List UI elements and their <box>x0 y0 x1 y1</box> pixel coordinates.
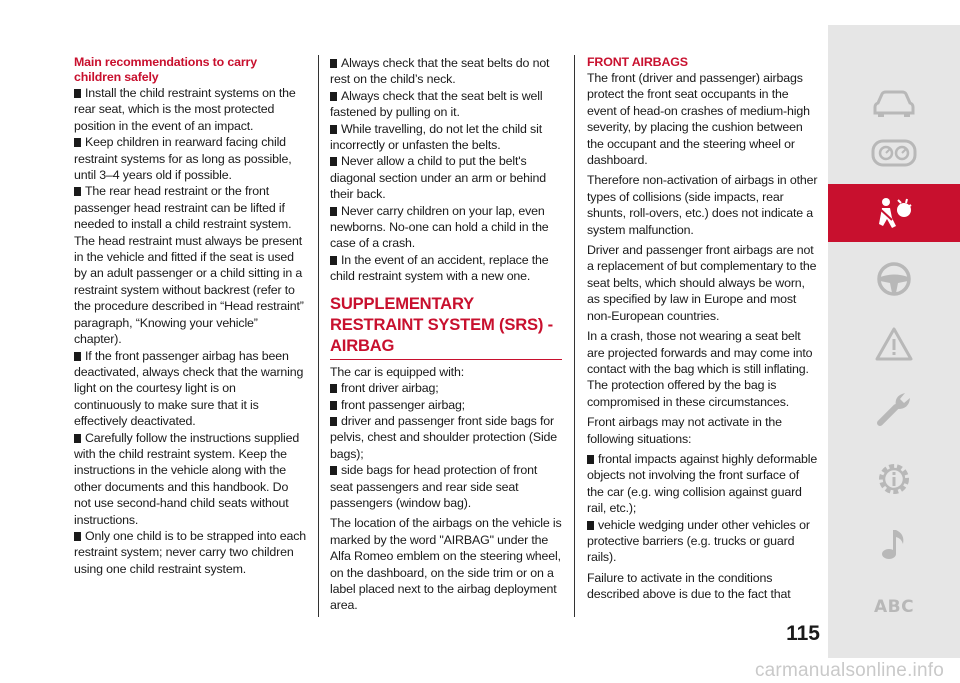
seatbelt-airbag-icon[interactable] <box>828 184 960 242</box>
bullet-square-icon <box>330 157 337 166</box>
bullet-text: Never allow a child to put the belt's diagonal section under an arm or behind their back. <box>330 154 546 202</box>
bullet-text: frontal impacts against highly deformable objects not involving the front surface of the car (e.g. wing collision against guard rail, etc.); <box>587 451 818 516</box>
bullet-text: driver and passenger front side bags for pelvis, chest and shoulder protection (Side bags); <box>330 413 558 461</box>
bullet-square-icon <box>74 532 81 541</box>
bullet-square-icon <box>74 89 81 98</box>
bullet-text: While travelling, do not let the child sit incorrectly or unfasten the belts. <box>330 121 543 153</box>
bullet-square-icon <box>330 59 337 68</box>
column-1 <box>74 55 306 577</box>
music-note-icon[interactable] <box>828 515 960 573</box>
bullet-text: front passenger airbag; <box>341 397 465 412</box>
bullet-text: front driver airbag; <box>341 381 439 396</box>
bullet-item <box>74 183 306 347</box>
bullet-square-icon <box>74 434 81 443</box>
bullet-text: The rear head restraint or the front passenger head restraint can be lifted if needed to install a child restraint system. The head restraint must always be present in the vehicle and fitted if the seat is used by an adult passenger or a child sitting in a restraint system without backrest (refer to the procedure described in “Head restraint” paragraph, “Knowing your vehicle” chapter). <box>74 184 304 347</box>
bullet-square-icon <box>330 401 337 410</box>
watermark: carmanualsonline.info <box>754 660 944 681</box>
dashboard-gauges-icon[interactable] <box>828 124 960 182</box>
bullet-square-icon <box>330 256 337 265</box>
column-2 <box>330 55 562 614</box>
column-divider <box>318 55 319 617</box>
bullet-item <box>330 88 562 121</box>
paragraph: The front (driver and passenger) airbags protect the front seat occupants in the event of head-on crashes of medium-high severity, by placing the cushion between the occupant and the steering wheel or dashboard. <box>587 71 810 168</box>
bullet-item <box>330 121 562 154</box>
bullet-item <box>74 430 306 528</box>
bullet-square-icon <box>330 417 337 426</box>
paragraph: Driver and passenger front airbags are not a replacement of but complementary to the seat belts, which should always be worn, as specified by law in Europe and most non-European countries. <box>587 243 817 323</box>
steering-wheel-icon[interactable] <box>828 250 960 308</box>
bullet-square-icon <box>74 138 81 147</box>
bullet-square-icon <box>330 207 337 216</box>
bullet-text: If the front passenger airbag has been deactivated, always check that the warning light on the courtesy light is on continuously to make sure that it is effectively deactivated. <box>74 348 304 429</box>
bullet-text: In the event of an accident, replace the child restraint system with a new one. <box>330 252 549 284</box>
chapter-sidebar <box>828 25 960 658</box>
bullet-text: Always check that the seat belt is well fastened by pulling on it. <box>330 88 543 120</box>
column-3 <box>587 55 819 603</box>
gear-info-icon[interactable] <box>828 450 960 508</box>
bullet-text: vehicle wedging under other vehicles or protective barriers (e.g. trucks or guard rails). <box>587 517 810 565</box>
bullet-text: Keep children in rearward facing child restraint systems for as long as possible, until 3–4 years old if possible. <box>74 135 292 183</box>
bullet-item <box>330 413 562 462</box>
bullet-text: side bags for head protection of front seat passengers and rear side seat passengers (window bag). <box>330 463 538 510</box>
bullet-square-icon <box>330 466 337 475</box>
bullet-square-icon <box>587 521 594 530</box>
abc-label: ABC <box>873 597 915 617</box>
bullet-square-icon <box>74 352 81 361</box>
bullet-item <box>587 451 819 517</box>
bullet-item <box>330 380 562 396</box>
column-divider <box>574 55 575 617</box>
bullet-item <box>587 517 819 566</box>
bullet-square-icon <box>330 384 337 393</box>
subhead-recommendations: Main recommendations to carry children safely <box>74 55 257 84</box>
paragraph: In a crash, those not wearing a seat belt are projected forwards and may come into contact with the bag which is still inflating. The protection offered by the bag is compromised in these circumstances. <box>587 329 813 409</box>
bullet-item <box>330 397 562 413</box>
bullet-text: Only one child is to be strapped into each restraint system; never carry two children using one child restraint system. <box>74 528 307 576</box>
bullet-text: Carefully follow the instructions supplied with the child restraint system. Keep the instructions in the vehicle along with the other documents and this handbook. Do not use second-hand child seats without instructions. <box>74 430 300 527</box>
bullet-item <box>74 348 306 430</box>
bullet-text: Never carry children on your lap, even newborns. No-one can hold a child in the case of a crash. <box>330 203 549 251</box>
wrench-icon[interactable] <box>828 380 960 438</box>
bullet-item <box>330 55 562 88</box>
warning-triangle-icon[interactable] <box>828 315 960 373</box>
bullet-item <box>74 85 306 134</box>
bullet-item <box>74 528 306 577</box>
bullet-item <box>330 203 562 252</box>
bullet-text: Always check that the seat belts do not rest on the child’s neck. <box>330 56 550 87</box>
airbag-location-paragraph: The location of the airbags on the vehicle is marked by the word "AIRBAG" under the Alfa Romeo emblem on the steering wheel, on the dashboard, on the side trim or on a label placed next to the airbag deployment area. <box>330 516 562 613</box>
bullet-item <box>330 252 562 285</box>
abc-index-icon[interactable] <box>828 578 960 636</box>
equipped-intro: The car is equipped with: <box>330 364 464 379</box>
page-number: 115 <box>786 622 820 645</box>
bullet-square-icon <box>330 92 337 101</box>
subhead-front-airbags: FRONT AIRBAGS <box>587 55 688 69</box>
section-title-srs-airbag: SUPPLEMENTARY RESTRAINT SYSTEM (SRS) - AIRBAG <box>330 293 562 360</box>
bullet-item <box>330 153 562 202</box>
bullet-square-icon <box>74 187 81 196</box>
bullet-square-icon <box>330 125 337 134</box>
bullet-square-icon <box>587 455 594 464</box>
bullet-item <box>74 134 306 183</box>
paragraph: Front airbags may not activate in the following situations: <box>587 415 782 446</box>
paragraph: Therefore non-activation of airbags in other types of collisions (side impacts, rear shunts, roll-overs, etc.) does not indicate a system malfunction. <box>587 173 818 237</box>
bullet-text: Install the child restraint systems on the rear seat, which is the most protected position in the event of an impact. <box>74 86 296 133</box>
bullet-item <box>330 462 562 511</box>
paragraph: Failure to activate in the conditions described above is due to the fact that <box>587 570 791 602</box>
